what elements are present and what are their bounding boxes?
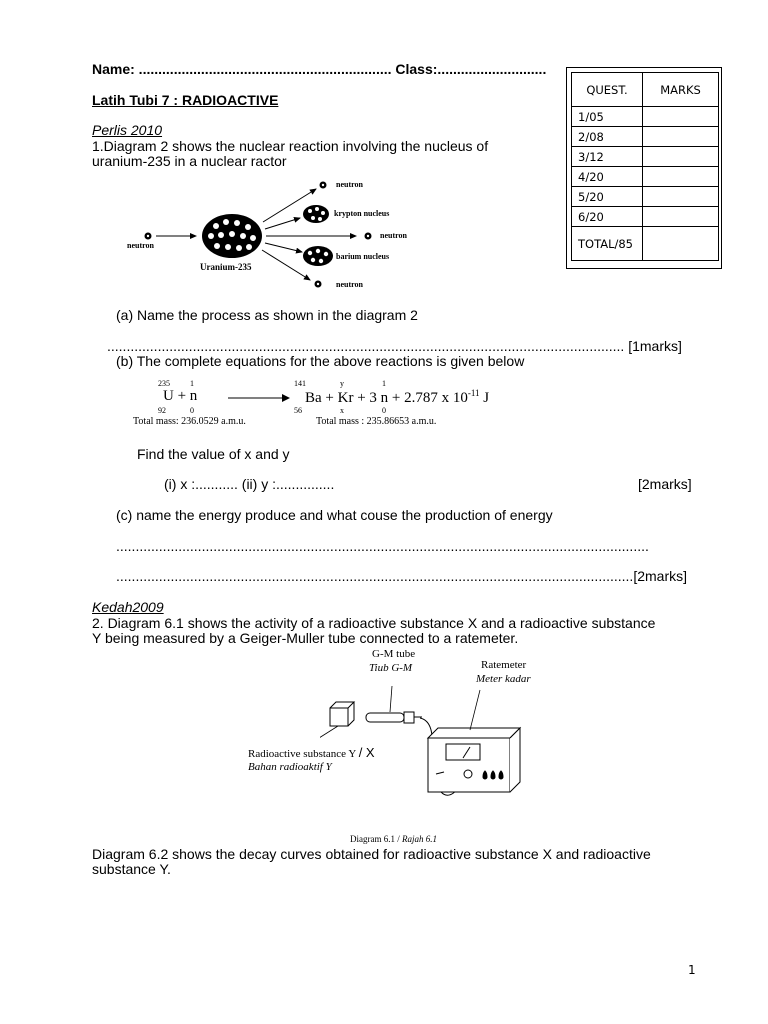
label-radioactive-substance xyxy=(248,745,375,760)
marks-header-quest: QUEST. xyxy=(572,73,643,107)
ba-atomic-number: 56 xyxy=(294,406,302,415)
lhs-total-mass: Total mass: 236.0529 a.m.u. xyxy=(133,416,246,427)
marks-total-cell xyxy=(643,227,719,261)
q1-find-marks: [2marks] xyxy=(638,476,692,492)
marks-cell xyxy=(643,187,719,207)
kr-atomic-number: x xyxy=(340,406,344,415)
ratemeter xyxy=(428,728,520,792)
marks-row-label: 5/20 xyxy=(572,187,643,207)
marks-row-label: 3/12 xyxy=(572,147,643,167)
q2-text-line2: Y being measured by a Geiger-Muller tube connected to a ratemeter. xyxy=(92,630,519,646)
label-barium: barium nucleus xyxy=(336,252,390,261)
neutron-top xyxy=(320,182,327,189)
marks-header-marks: MARKS xyxy=(643,73,719,107)
neutron-mid xyxy=(365,233,372,240)
label-substance-malay: Bahan radioaktif Y xyxy=(248,761,332,773)
label-uranium: Uranium-235 xyxy=(200,262,252,272)
caption-prefix: Diagram 6.1 / xyxy=(350,834,402,844)
marks-cell xyxy=(643,127,719,147)
marks-cell xyxy=(643,207,719,227)
q1-part-c-line1: ......................................................................................................................................... xyxy=(116,538,649,554)
label-gm-tube: G-M tube xyxy=(372,648,416,660)
marks-cell xyxy=(643,107,719,127)
n-mass-number-1: 1 xyxy=(190,379,194,388)
equation-unit: J xyxy=(483,390,490,406)
q1-text-line1: 1.Diagram 2 shows the nuclear reaction involving the nucleus of xyxy=(92,138,489,154)
uranium-nucleus xyxy=(202,214,262,258)
q1-part-c-line2: .....................................................................................................................................[2marks] xyxy=(116,568,687,584)
incoming-neutron xyxy=(145,233,152,240)
q1-find-answer: (i) x :........... (ii) y :............... xyxy=(164,476,335,492)
neutron-bottom xyxy=(315,281,322,288)
label-neutron-top: neutron xyxy=(336,180,363,189)
marks-row-label: 4/20 xyxy=(572,167,643,187)
marks-row-label: 2/08 xyxy=(572,127,643,147)
q2-source: Kedah2009 xyxy=(92,599,164,615)
arrow-to-krypton xyxy=(265,218,300,229)
label-ratemeter: Ratemeter xyxy=(481,659,527,671)
q1-part-a-answer-line: ..................................................................................................................................... [1marks] xyxy=(107,338,682,354)
q1-text-line2: uranium-235 in a nuclear ractor xyxy=(92,153,287,169)
label-ratemeter-malay: Meter kadar xyxy=(476,673,531,685)
q1-part-c: (c) name the energy produce and what couse the production of energy xyxy=(116,507,553,523)
ba-mass-number: 141 xyxy=(294,379,306,388)
gm-pointer xyxy=(390,686,392,712)
caption-malay: Rajah 6.1 xyxy=(402,834,437,844)
marks-total-label: TOTAL/85 xyxy=(572,227,643,261)
krypton-nucleus xyxy=(303,205,329,223)
label-substance-text: Radioactive substance Y xyxy=(248,748,356,760)
equation-exponent: -11 xyxy=(467,388,480,398)
rhs-total-mass: Total mass : 235.86653 a.m.u. xyxy=(316,416,437,427)
reaction-arrow xyxy=(228,392,290,404)
label-krypton: krypton nucleus xyxy=(334,209,390,218)
marks-row-label: 1/05 xyxy=(572,107,643,127)
marks-cell xyxy=(643,147,719,167)
label-neutron-in: neutron xyxy=(127,241,154,250)
arrow-to-barium xyxy=(265,243,302,252)
diagram-6-1-caption xyxy=(350,834,437,844)
q1-part-a: (a) Name the process as shown in the diagram 2 xyxy=(116,307,418,323)
arrow-to-neutron-bottom xyxy=(262,250,310,280)
label-neutron-mid: neutron xyxy=(380,231,407,240)
equation-rhs xyxy=(305,388,489,407)
q2-text2-line2: substance Y. xyxy=(92,861,171,877)
n-atomic-number-1: 0 xyxy=(190,406,194,415)
label-substance-suffix: / X xyxy=(358,745,375,760)
label-gm-tube-malay: Tiub G-M xyxy=(369,662,413,674)
radioactive-source-cube xyxy=(330,702,354,726)
u-mass-number: 235 xyxy=(158,379,170,388)
page-number: 1 xyxy=(688,963,696,977)
equation-lhs: U + n xyxy=(163,388,198,404)
name-class-line: Name: ................................................................. Class:............................ xyxy=(92,61,547,77)
kr-mass-number: y xyxy=(340,379,344,388)
q1-part-b: (b) The complete equations for the above reactions is given below xyxy=(116,353,525,369)
q1-find-text: Find the value of x and y xyxy=(137,446,290,462)
n-mass-number-2: 1 xyxy=(382,379,386,388)
marks-table xyxy=(571,72,719,261)
q2-text2-line1: Diagram 6.2 shows the decay curves obtained for radioactive substance X and radioactive xyxy=(92,846,651,862)
marks-cell xyxy=(643,167,719,187)
marks-row-label: 6/20 xyxy=(572,207,643,227)
equation-rhs-text: Ba + Kr + 3 n + 2.787 x 10 xyxy=(305,390,468,406)
u-atomic-number: 92 xyxy=(158,406,166,415)
gm-tube xyxy=(366,712,422,723)
ratemeter-pointer xyxy=(470,690,480,730)
barium-nucleus xyxy=(303,246,333,266)
q2-text-line1: 2. Diagram 6.1 shows the activity of a radioactive substance X and a radioactive substance xyxy=(92,615,656,631)
fission-diagram xyxy=(120,172,420,294)
n-atomic-number-2: 0 xyxy=(382,406,386,415)
worksheet-title: Latih Tubi 7 : RADIOACTIVE xyxy=(92,92,279,108)
label-neutron-bottom: neutron xyxy=(336,280,363,289)
q1-source: Perlis 2010 xyxy=(92,122,163,138)
